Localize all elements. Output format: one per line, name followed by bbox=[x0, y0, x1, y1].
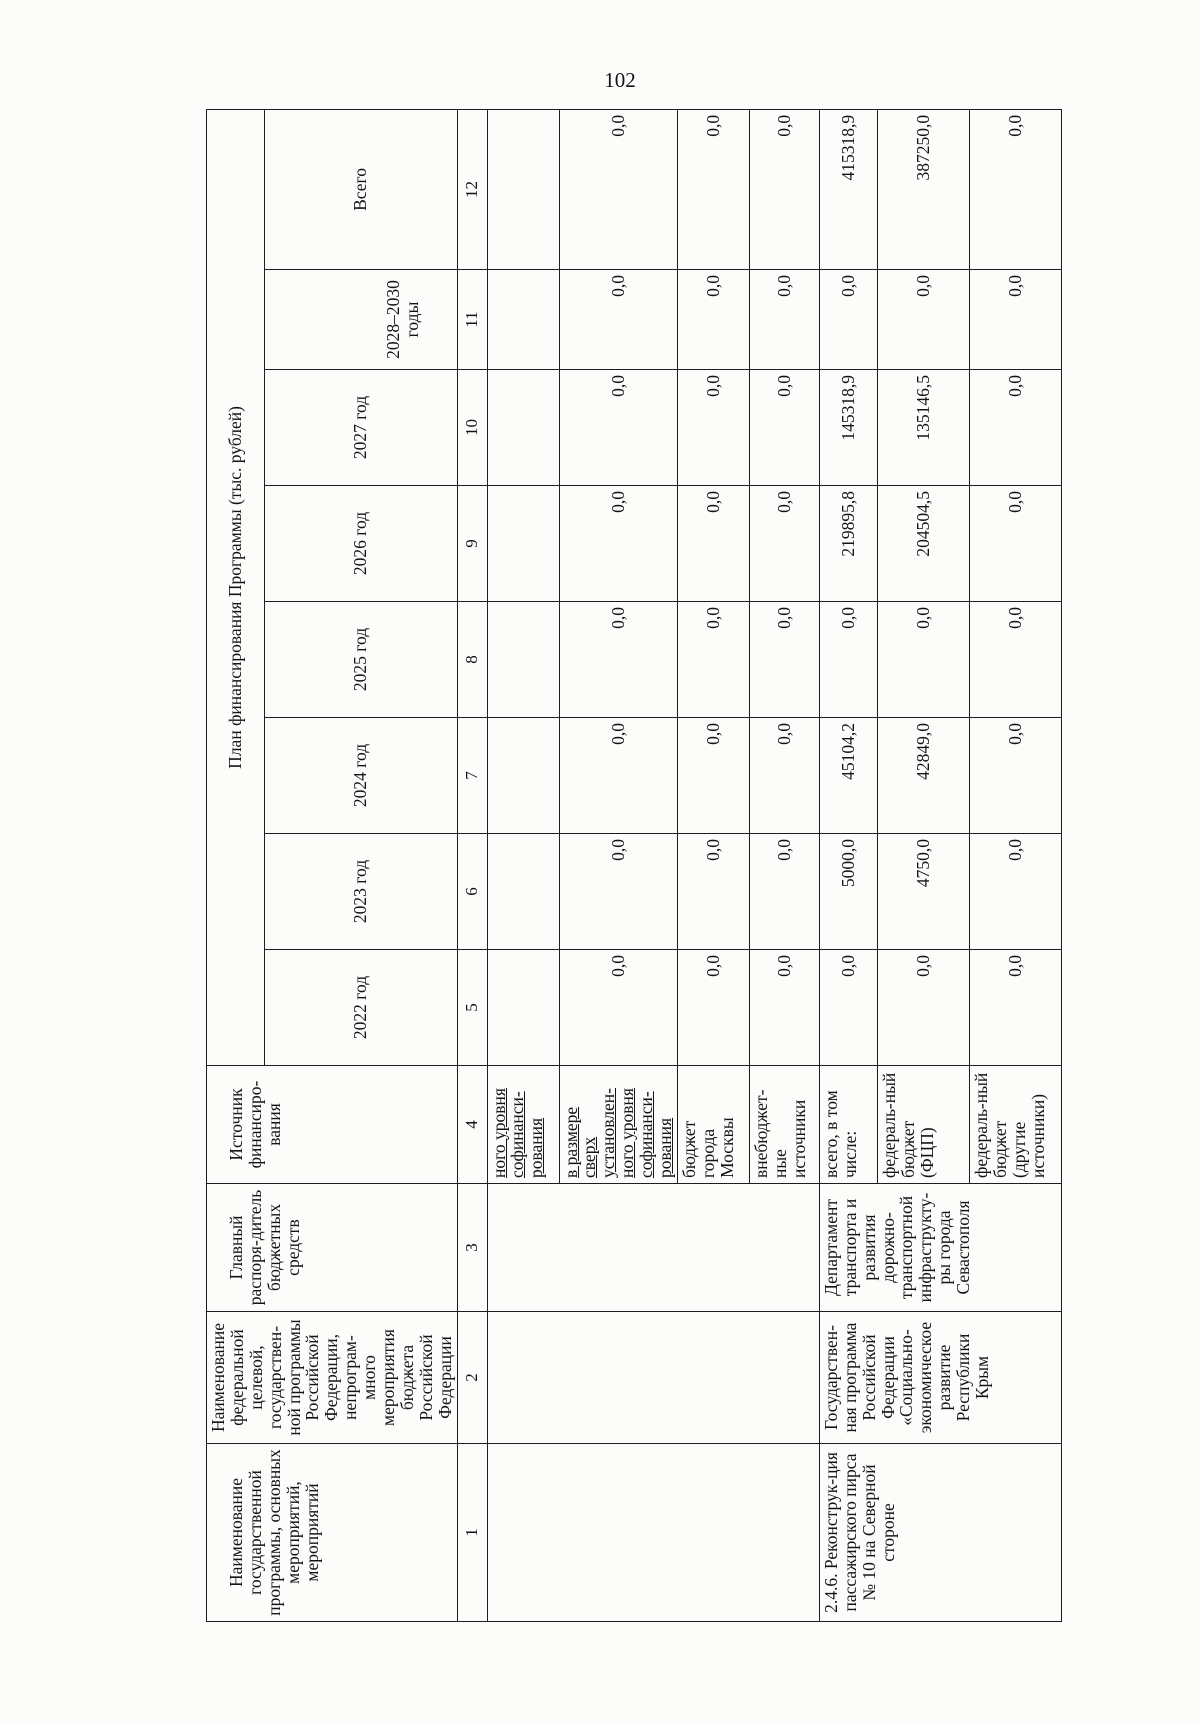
col-number: 8 bbox=[457, 602, 487, 718]
value-cell: 0,0 bbox=[877, 602, 969, 718]
value-cell: 0,0 bbox=[969, 109, 1061, 269]
source-cell: ного уровня софинанси-рования bbox=[487, 1066, 559, 1184]
value-cell bbox=[487, 602, 559, 718]
value-cell: 5000,0 bbox=[819, 834, 877, 950]
col-number: 2 bbox=[457, 1312, 487, 1444]
col-number: 5 bbox=[457, 950, 487, 1066]
value-cell bbox=[487, 370, 559, 486]
value-cell: 387250,0 bbox=[877, 109, 969, 269]
col-number: 10 bbox=[457, 370, 487, 486]
value-cell bbox=[487, 834, 559, 950]
value-cell: 0,0 bbox=[559, 370, 677, 486]
header-col3: Главный распоря-дитель бюджетных средств bbox=[207, 1184, 458, 1312]
measure-name: 2.4.6. Реконструк-ция пассажирского пирса № 10 на Северной стороне bbox=[819, 1444, 1061, 1622]
source-cell: бюджет города Москвы bbox=[677, 1066, 749, 1184]
value-cell: 0,0 bbox=[559, 718, 677, 834]
value-cell: 0,0 bbox=[969, 834, 1061, 950]
value-cell: 0,0 bbox=[749, 718, 819, 834]
col-number: 4 bbox=[457, 1066, 487, 1184]
col-number: 3 bbox=[457, 1184, 487, 1312]
measure-manager: Департамент транспорта и развития дорожно-транспортной инфраструкту-ры города Севастополя bbox=[819, 1184, 1061, 1312]
header-total: Всего bbox=[265, 109, 458, 269]
value-cell: 0,0 bbox=[677, 109, 749, 269]
header-row-plan bbox=[207, 109, 265, 1621]
value-cell: 0,0 bbox=[877, 950, 969, 1066]
value-cell bbox=[487, 486, 559, 602]
source-cell: в размере сверх установлен-ного уровня софинанси-рования bbox=[559, 1066, 677, 1184]
header-row-numbers bbox=[457, 109, 487, 1621]
group1-manager-empty bbox=[487, 1184, 819, 1312]
header-year-2028-2030: 2028–2030 годы bbox=[349, 270, 457, 370]
value-cell: 135146,5 bbox=[877, 370, 969, 486]
value-cell: 0,0 bbox=[677, 718, 749, 834]
value-cell bbox=[487, 270, 559, 370]
measure-program: Государствен-ная программа Российской Федерации «Социально-экономическое развитие Республики Крым bbox=[819, 1312, 1061, 1444]
value-cell: 145318,9 bbox=[819, 370, 877, 486]
value-cell bbox=[487, 950, 559, 1066]
col-number: 9 bbox=[457, 486, 487, 602]
col-number: 12 bbox=[457, 109, 487, 269]
value-cell: 42849,0 bbox=[877, 718, 969, 834]
source-cell: всего, в том числе: bbox=[819, 1066, 877, 1184]
financing-table bbox=[206, 109, 1062, 1622]
source-cell: федераль-ный бюджет (другие источники) bbox=[969, 1066, 1061, 1184]
header-year-2027: 2027 год bbox=[265, 370, 458, 486]
value-cell: 0,0 bbox=[749, 834, 819, 950]
value-cell: 45104,2 bbox=[819, 718, 877, 834]
value-cell: 0,0 bbox=[749, 950, 819, 1066]
col-number: 11 bbox=[457, 270, 487, 370]
source-cell: внебюджет-ные источники bbox=[749, 1066, 819, 1184]
header-col2: Наименование федеральной целевой, государствен-ной программы Российской Федерации, непрограм-много мероприятия бюджета Российской Федерации bbox=[207, 1312, 458, 1444]
header-year-2023: 2023 год bbox=[265, 834, 458, 950]
page-number: 102 bbox=[604, 68, 636, 92]
value-cell: 0,0 bbox=[749, 602, 819, 718]
header-empty-cell bbox=[265, 270, 350, 370]
group1-name-empty bbox=[487, 1444, 819, 1622]
value-cell: 0,0 bbox=[877, 270, 969, 370]
value-cell: 0,0 bbox=[969, 486, 1061, 602]
header-year-2024: 2024 год bbox=[265, 718, 458, 834]
value-cell: 0,0 bbox=[969, 602, 1061, 718]
value-cell: 0,0 bbox=[749, 109, 819, 269]
group1-program-empty bbox=[487, 1312, 819, 1444]
header-col1: Наименование государственной программы, основных мероприятий, мероприятий bbox=[207, 1444, 458, 1622]
value-cell: 0,0 bbox=[677, 370, 749, 486]
value-cell: 0,0 bbox=[969, 718, 1061, 834]
value-cell: 0,0 bbox=[559, 270, 677, 370]
value-cell: 0,0 bbox=[677, 270, 749, 370]
source-cell: федераль-ный бюджет (ФЦП) bbox=[877, 1066, 969, 1184]
value-cell: 0,0 bbox=[559, 834, 677, 950]
value-cell: 0,0 bbox=[969, 370, 1061, 486]
value-cell: 0,0 bbox=[749, 486, 819, 602]
value-cell: 0,0 bbox=[969, 950, 1061, 1066]
value-cell: 0,0 bbox=[559, 950, 677, 1066]
table-row bbox=[487, 109, 559, 1621]
value-cell: 0,0 bbox=[559, 486, 677, 602]
col-number: 1 bbox=[457, 1444, 487, 1622]
value-cell bbox=[487, 109, 559, 269]
value-cell: 0,0 bbox=[969, 270, 1061, 370]
value-cell: 0,0 bbox=[819, 950, 877, 1066]
value-cell: 0,0 bbox=[749, 270, 819, 370]
rotated-table-wrapper bbox=[206, 110, 1050, 1622]
value-cell: 0,0 bbox=[819, 270, 877, 370]
header-year-2026: 2026 год bbox=[265, 486, 458, 602]
value-cell: 0,0 bbox=[819, 602, 877, 718]
value-cell: 0,0 bbox=[559, 602, 677, 718]
value-cell: 0,0 bbox=[677, 950, 749, 1066]
header-plan: План финансирования Программы (тыс. рублей) bbox=[207, 109, 265, 1065]
value-cell: 0,0 bbox=[677, 486, 749, 602]
value-cell: 219895,8 bbox=[819, 486, 877, 602]
value-cell: 204504,5 bbox=[877, 486, 969, 602]
header-col4: Источник финансиро-вания bbox=[207, 1066, 458, 1184]
header-year-2022: 2022 год bbox=[265, 950, 458, 1066]
value-cell bbox=[487, 718, 559, 834]
value-cell: 0,0 bbox=[677, 834, 749, 950]
table-row bbox=[819, 109, 877, 1621]
col-number: 6 bbox=[457, 834, 487, 950]
header-year-2025: 2025 год bbox=[265, 602, 458, 718]
value-cell: 0,0 bbox=[559, 109, 677, 269]
value-cell: 415318,9 bbox=[819, 109, 877, 269]
value-cell: 0,0 bbox=[749, 370, 819, 486]
value-cell: 4750,0 bbox=[877, 834, 969, 950]
col-number: 7 bbox=[457, 718, 487, 834]
value-cell: 0,0 bbox=[677, 602, 749, 718]
